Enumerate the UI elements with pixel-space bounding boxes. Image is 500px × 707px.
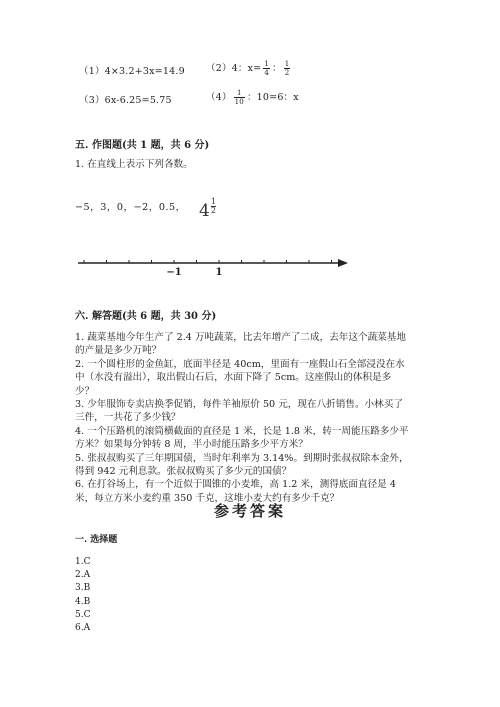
equation-2 [206, 60, 292, 77]
number-line [70, 252, 360, 282]
equation-text: 4：x= [231, 63, 262, 74]
number-line-label-neg1: −1 [166, 267, 182, 278]
problem-3: 3. 少年服饰专卖店换季促销，每件羊袖原价 50 元，现在八折销售。小林买了三件，一共花了多少钱？ [75, 399, 403, 424]
equation-text: ：10=6：x [246, 92, 299, 103]
problem-5: 5. 张叔叔购买了三年期国债，当时年利率为 3.14%。到期时张叔叔除本金外，得到 942 元利息款。张叔叔购买了多少元的国债？ [75, 452, 409, 478]
section-5-title: 五. 作图题(共 1 题，共 6 分) [75, 140, 210, 151]
equation-number: （2） [206, 63, 232, 74]
equation-3 [79, 92, 172, 106]
number-line-label-1: 1 [215, 267, 223, 278]
equation-1 [79, 63, 185, 77]
answer-item: 5.C [75, 609, 91, 620]
answer-item: 3.B [75, 583, 91, 594]
answer-item: 2.A [75, 570, 91, 581]
mixed-number: 4 $\frac{1}{2}$ [199, 197, 216, 221]
answer-item: 1.C [75, 557, 91, 567]
fraction: $\frac{1}{4}$ [264, 60, 269, 77]
numbers-list: −5，3，0，−2，0.5， [75, 202, 186, 213]
problem-6: 6. 在打谷场上，有一个近似于圆锥的小麦堆，高 1.2 米，测得底面直径是 4 米，每立方米小麦约重 350 千克，这堆小麦大约有多少千克？ [75, 479, 396, 504]
equation-text: 4×3.2+3x=14.9 [104, 66, 185, 77]
ratio-separator: ： [271, 63, 282, 74]
problem-1: 1. 蔬菜基地今年生产了 2.4 万吨蔬菜，比去年增产了二成，去年这个蔬菜基地的产量是多少万吨？ [75, 332, 406, 357]
problem-2: 2. 一个圆柱形的金鱼缸，底面半径是 40cm，里面有一座假山石全部浸没在水中（水没有溢出），取出假山石后，水面下降了 5cm。这座假山的体积是多少？ [75, 358, 405, 397]
equation-text: 6x-6.25=5.75 [104, 95, 172, 106]
equation-number: （4） [206, 92, 232, 103]
answers-list [75, 556, 90, 635]
fraction: $\frac{1}{10}$ [234, 89, 244, 106]
number-line-arrow [338, 259, 348, 267]
equation-number: （1） [79, 66, 105, 77]
section-5-question: 1. 在直线上表示下列各数。 [75, 159, 193, 170]
answers-subtitle: 一. 选择题 [75, 535, 118, 545]
section-6-title: 六. 解答题(共 6 题，共 30 分) [75, 311, 217, 322]
equation-4 [206, 89, 299, 106]
answer-item: 4.B [75, 596, 91, 607]
answers-title: 参考答案 [213, 502, 286, 520]
problems-list [75, 331, 410, 505]
problem-4: 4. 一个压路机的滚筒横截面的直径是 1 米，长是 1.8 米，转一周能压路多少平方米？如果每分钟转 8 周，半小时能压路多少平方米？ [75, 425, 409, 451]
equation-number: （3） [79, 95, 105, 106]
answer-item: 6.A [75, 623, 91, 634]
fraction: $\frac{1}{2}$ [284, 60, 290, 77]
